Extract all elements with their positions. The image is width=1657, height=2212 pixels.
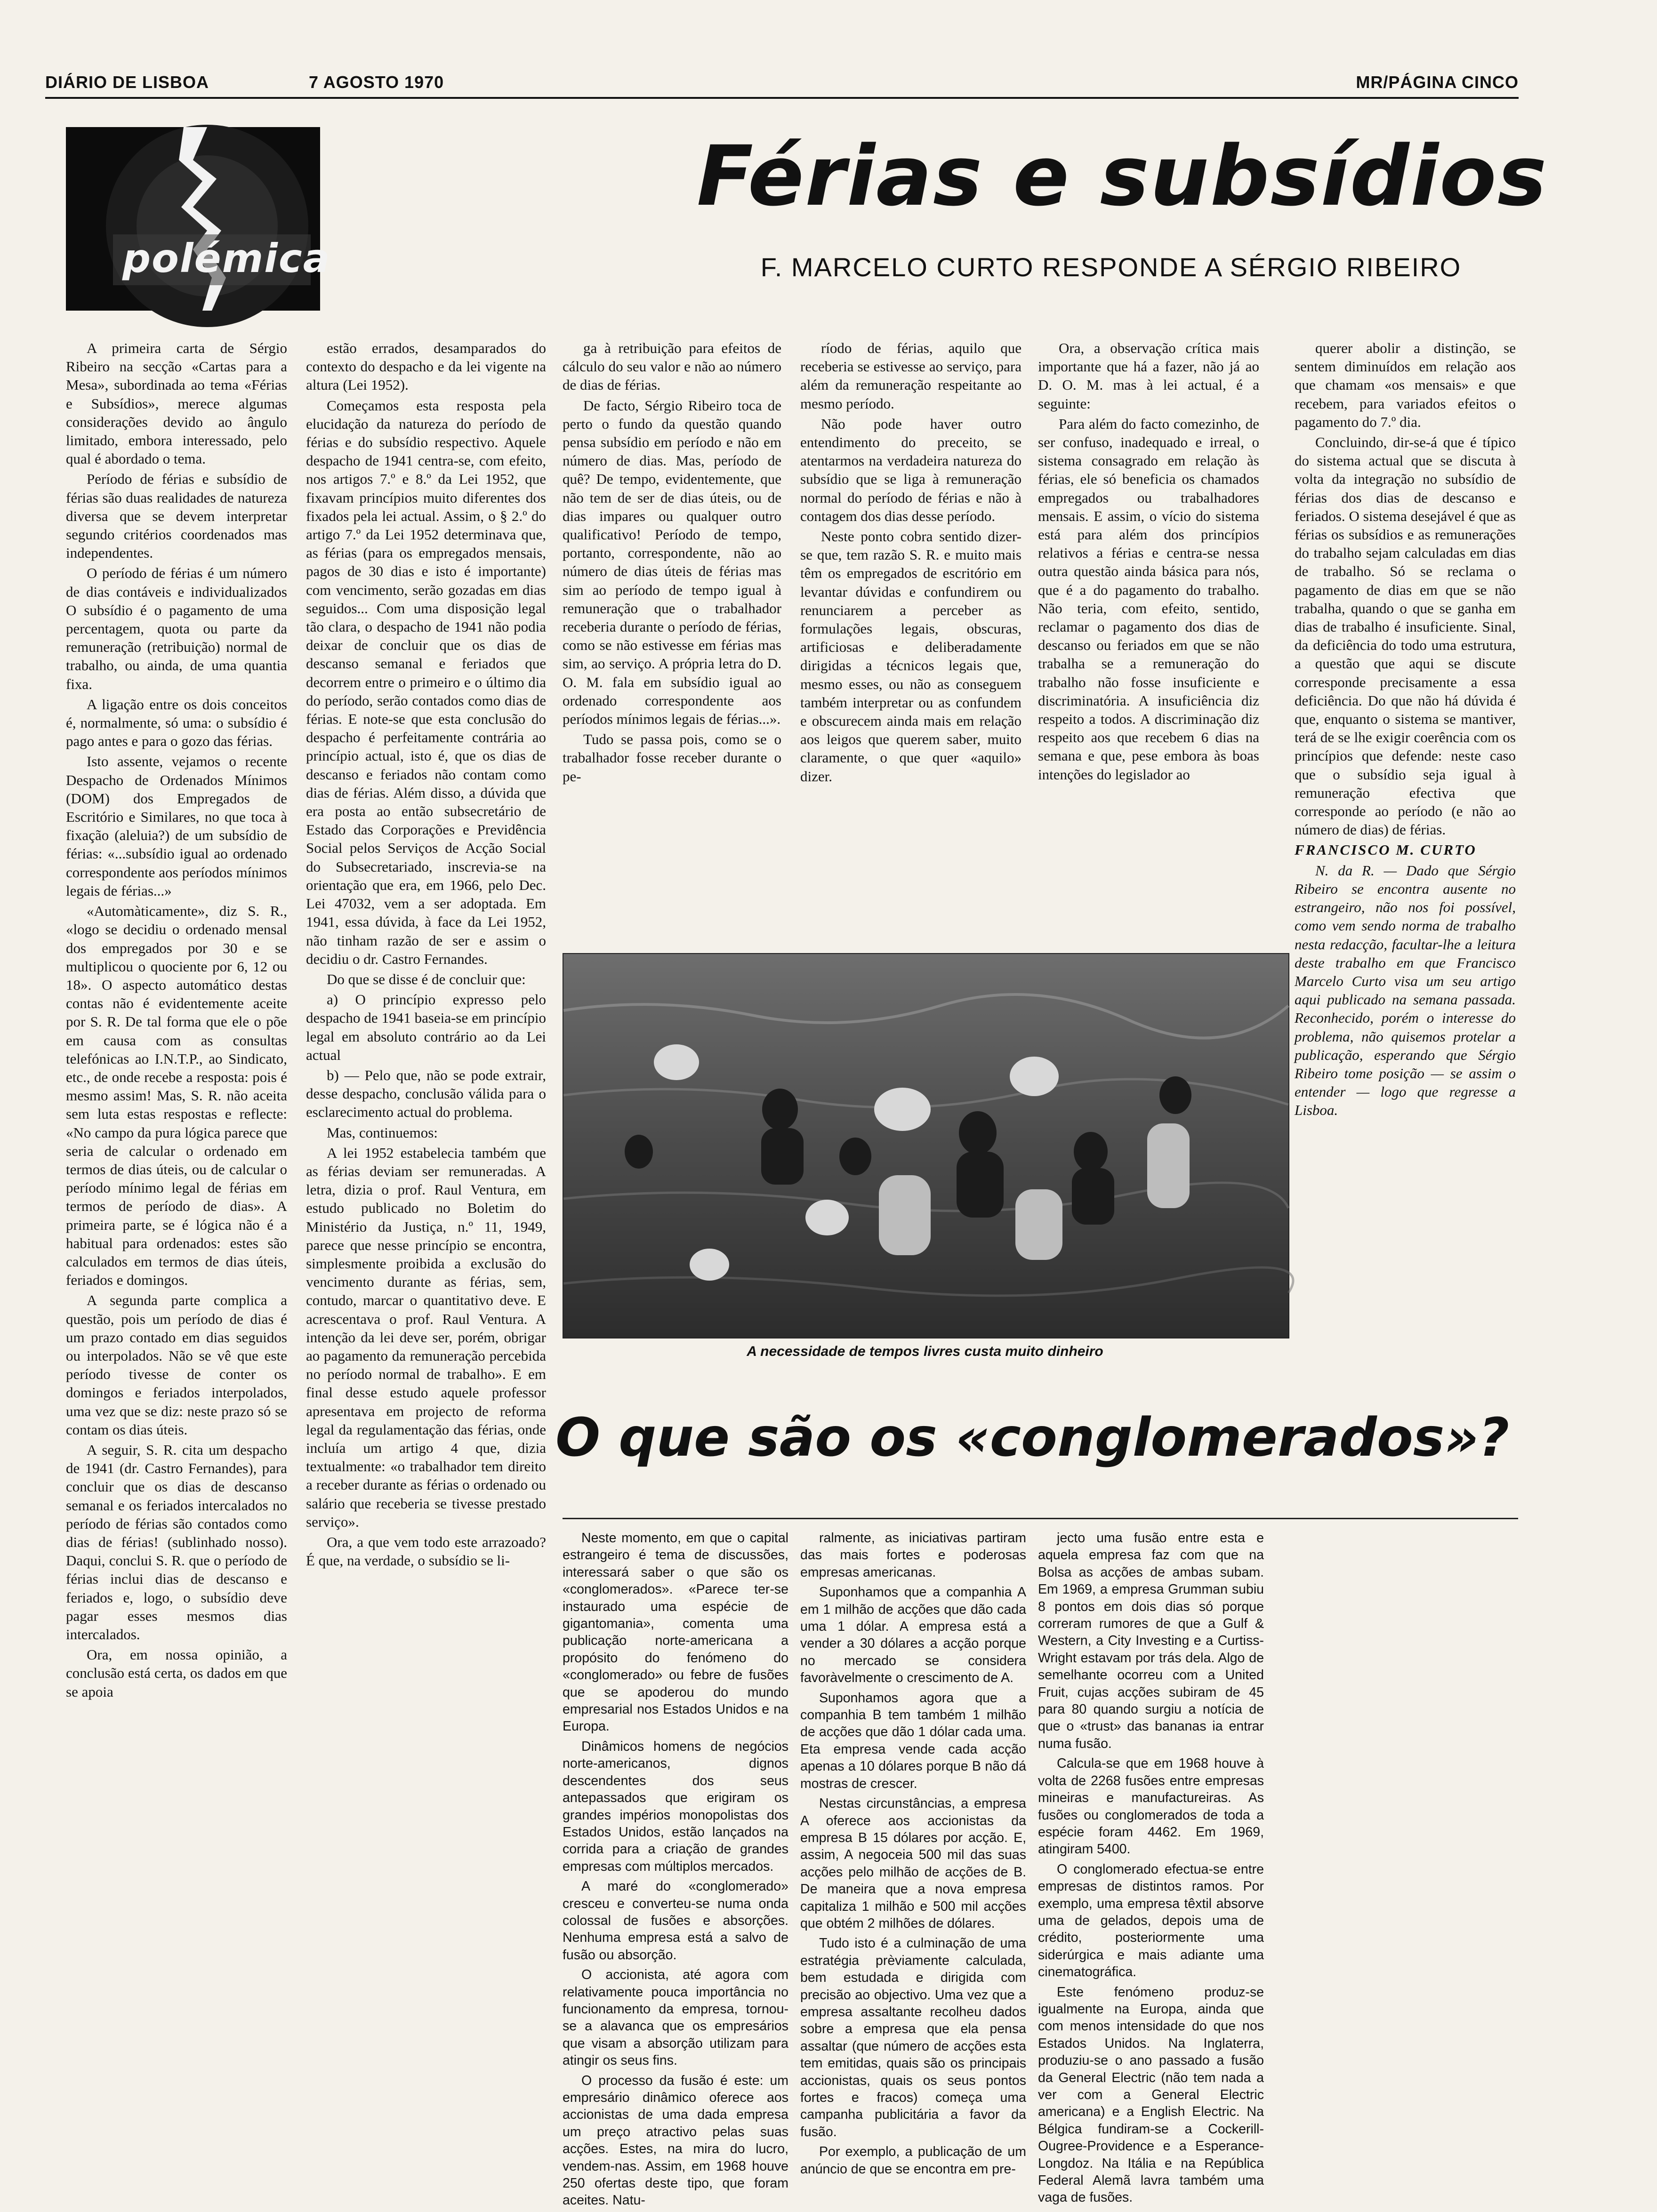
paragraph: O conglomerado efectua-se entre empresas de distintos ramos. Por exemplo, uma empresa têxtil absorve uma de gelados, depois uma de crédito, posteriormente uma siderúrgica e mais adiante uma cinematográfica. [1038,1861,1264,1980]
bathers-photo-graphic [563,954,1288,1338]
editor-note: N. da R. — Dado que Sérgio Ribeiro se encontra ausente no estrangeiro, não nos foi possível, como vem sendo norma de trabalho nesta redacção, facultar-lhe a leitura deste trabalho em que Francisco Marcelo Curto visa um seu artigo aqui publicado na semana passada. Reconhecido, porém o interesse do problema, não quisemos protelar a publicação, esperando que Sérgio Ribeiro tome posição — se assim o entender — logo que regresse a Lisboa. [1295,862,1516,1119]
article-column-2 [306,339,546,1569]
photo-caption: A necessidade de tempos livres custa muito dinheiro [747,1344,1103,1359]
paragraph: Suponhamos agora que a companhia B tem também 1 milhão de acções que dão 1 dólar cada uma. Eta empresa vende cada acção apenas a 10 dólares porque B não dá mostras de crescer. [800,1690,1026,1791]
paragraph: Suponhamos que a companhia A em 1 milhão de acções que dão cada uma 1 dólar. A empresa está a vender a 30 dólares a acção porque no mercado se considera favoràvelmente o crescimento de A. [800,1585,1026,1686]
paragraph: Isto assente, vejamos o recente Despacho de Ordenados Mínimos (DOM) dos Empregados de Escritório e Similares, no que toca à fixação (aleluia?) de um subsídio de férias: «...subsídio igual ao ordenado correspondente aos períodos mínimos legais de férias...» [66,753,287,899]
article-headline: Férias e subsídios [697,128,1548,224]
paragraph: Ora, a que vem todo este arrazoado? É que, na verdade, o subsídio se li- [306,1534,546,1569]
paragraph: A segunda parte complica a questão, pois um período de dias é um prazo contado em dias seguidos ou interpolados. Não se vê que este período tivesse de conter os domingos e feriados interpolados, uma vez que se diz: neste prazo só se contam os dias úteis. [66,1292,287,1438]
paragraph: jecto uma fusão entre esta e aquela empresa faz com que na Bolsa as acções de ambas subam. Em 1969, a empresa Grumman subiu 8 pontos em dois dias só porque correram rumores de que a Gulf & Western, a City Investing e a Curtiss-Wright estavam por trás dela. Algo de semelhante ocorreu com a United Fruit, cujas acções subiram de 45 para 80 quando surgiu a notícia de que o «trust» das bananas ia entrar numa fusão. [1038,1531,1264,1751]
article-column-3 [563,339,781,946]
paragraph: estão errados, desamparados do contexto do despacho e da lei vigente na altura (Lei 1952). [306,340,546,393]
paragraph: Não pode haver outro entendimento do preceito, se atentarmos na verdadeira natureza do subsídio que se liga à remuneração normal do período de férias e não à contagem dos dias desse período. [800,415,1022,524]
paragraph: Por exemplo, a publicação de um anúncio de que se encontra em pre- [800,2144,1026,2177]
paragraph: b) — Pelo que, não se pode extrair, desse despacho, conclusão válida para o esclarecimento actual do problema. [306,1066,546,1121]
author-signature: FRANCISCO M. CURTO [1295,842,1477,858]
paragraph: A maré do «conglomerado» cresceu e converteu-se numa onda colossal de fusões e absorções. Nenhuma empresa está a salvo de fusão ou absorção. [563,1879,788,1963]
paragraph: A ligação entre os dois conceitos é, normalmente, só uma: o subsídio é pago antes e para o gozo das férias. [66,696,287,750]
paragraph: Do que se disse é de concluir que: [327,970,526,987]
second-article-column-1 [563,1530,788,2208]
newspaper-name: DIÁRIO DE LISBOA [45,72,209,92]
paragraph: Tudo se passa pois, como se o trabalhador fosse receber durante o pe- [563,731,781,785]
masthead [45,71,1519,99]
paragraph: Para além do facto comezinho, de ser confuso, inadequado e irreal, o sistema consagrado em relação às férias, ele só beneficia os chamados empregados ou trabalhadores mensais. E assim, o vício do sistema está para além dos princípios relativos a férias e centra-se nessa outra questão ainda básica para nós, que é a do pagamento do trabalho. Não teria, com efeito, sentido, reclamar o pagamento dos dias de descanso ou feriados em que se não trabalha se a remuneração do trabalho não fosse insuficiente e discriminatória. A insuficiência diz respeito a todos. A discriminação diz respeito aos que recebem 6 dias na semana e que, pese embora às boas intenções do legislador ao [1038,415,1259,783]
second-article-column-2 [800,1530,1026,2184]
paragraph: Começamos esta resposta pela elucidação da natureza do período de férias e do subsídio respectivo. Aquele despacho de 1941 centra-se, com efeito, nos artigos 7.º e 8.º da Lei 1952, que fixavam princípios muito diferentes dos fixados pela lei actual. Assim, o § 2.º do artigo 7.º da Lei 1952 determinava que, as férias (para os empregados mensais, pagos de 30 dias e isto é importante) com vencimento, serão gozadas em dias seguidos... Com uma disposição legal tão clara, o despacho de 1941 não podia deixar de concluir que os dias de descanso semanal e feriados que decorrem entre o primeiro e o último dia do período, serão contados como dias de férias. E note-se que esta conclusão do despacho é perfeitamente contrária ao princípio actual, isto é, que os dias de descanso e feriados não contam como dias de férias. Além disso, a dúvida que era posta ao então subsecretário de Estado das Corporações e Previdência Social pelos Serviços de Acção Social do Subsecretariado, inscrevia-se na orientação que era, em 1966, pelo Dec. Lei 47032, vem a ser adoptada. Em 1941, essa dúvida, à face da Lei 1952, não tinham razão de ser e assim o decidiu o dr. Castro Fernandes. [306,397,546,967]
paragraph: Mas, continuemos: [327,1124,438,1141]
paragraph: Dinâmicos homens de negócios norte-americanos, dignos descendentes dos seus antepassados que erigiram os grandes impérios monopolistas dos Estados Unidos, estão lançados na corrida para a criação de grandes empresas com múltiplos mercados. [563,1739,788,1874]
paragraph: querer abolir a distinção, se sentem diminuídos em relação aos que chamam «os mensais» e que recebem, para variados efeitos o pagamento do 7.º dia. [1295,340,1516,430]
paragraph: Calcula-se que em 1968 houve à volta de 2268 fusões entre empresas mineiras e manufactureiras. As fusões ou conglomerados de toda a espécie foram 4462. Em 1969, atingiram 5400. [1038,1756,1264,1857]
article-column-5 [1038,339,1259,946]
issue-date: 7 AGOSTO 1970 [309,72,444,92]
paragraph: ríodo de férias, aquilo que receberia se estivesse ao serviço, para além da remuneração respeitante ao mesmo período. [800,340,1022,412]
page-number: MR/PÁGINA CINCO [1356,72,1519,92]
paragraph: De facto, Sérgio Ribeiro toca de perto o fundo da questão quando pensa subsídio em período e não em número de dias. Mas, período de quê? De tempo, evidentemente, que não tem de ser de dias úteis, ou de dias impares ou qualquer outro qualificativo! Período de tempo, portanto, correspondente, não ao número de dias úteis de férias mas sim ao período de tempo igual à remuneração que o trabalhador receberia durante o período de férias, como se não estivesse em férias mas sim, ao serviço. A própria letra do D. O. M. fala em subsídio igual ao ordenado correspondente aos períodos mínimos legais de férias...». [563,397,781,728]
paragraph: «Automàticamente», diz S. R., «logo se decidiu o ordenado mensal dos empregados por 30 e se multiplicou o quociente por 6, 12 ou 18». O aspecto automático destas contas não é evidentemente aceite por S. R. De tal forma que ele o põe em causa com as consultas telefónicas ao I.N.T.P., ao Sindicato, etc., de onde recebe a resposta: pois é mesmo assim! Mas, S. R. não aceita sem luta estas respostas e reflecte: «No campo da pura lógica parece que seria de calcular o ordenado em termos de dias úteis, ou de calcular o período mínimo legal de férias em termos de período de dias». A primeira parte, se é lógica não é a habitual para ordenados: estes são calculados em termos de dias úteis, feriados e domingos. [66,903,287,1289]
article-column-6 [1295,339,1516,1374]
paragraph: Período de férias e subsídio de férias são duas realidades de natureza diversa que se devem interpretar segundo critérios coordenados mas independentes. [66,471,287,561]
paragraph: Tudo isto é a culminação de uma estratégia prèviamente calculada, bem estudada e dirigida com precisão ao objectivo. Uma vez que a empresa assaltante recolheu dados sobre a empresa que ela pensa assaltar (que número de acções esta tem emitidas, quais são os principais accionistas, quais os seus pontos fortes e fracos) começa uma campanha publicitária a favor da fusão. [800,1936,1026,2140]
paragraph: Ora, em nossa opinião, a conclusão está certa, os dados em que se apoia [66,1646,287,1700]
paragraph: O período de férias é um número de dias contáveis e individualizados O subsídio é o pagamento de uma percentagem, quota ou parte da remuneração (retribuição) normal de trabalho, ou ainda, de uma quantia fixa. [66,565,287,692]
paragraph: Neste momento, em que o capital estrangeiro é tema de discussões, interessará saber o que são os «conglomerados». «Parece ter-se instaurado uma espécie de gigantomania», comenta uma publicação norte-americana a propósito do fenómeno do «conglomerado» ou febre de fusões que se apoderou do mundo empresarial nos Estados Unidos e na Europa. [563,1531,788,1734]
paragraph: A seguir, S. R. cita um despacho de 1941 (dr. Castro Fernandes), para concluir que os dias de descanso semanal e os feriados intercalados no período de férias são contados como dias de férias! (sublinhado nosso). Daqui, conclui S. R. que o período de férias inclui dias de descanso e feriados e, logo, o subsídio deve pagar esses mesmos dias intercalados. [66,1441,287,1643]
paragraph: O processo da fusão é este: um empresário dinâmico oferece aos accionistas de uma dada empresa um preço atractivo pelas suas acções. Estes, na mira do lucro, vendem-nas. Assim, em 1968 houve 250 ofertas deste tipo, que foram aceites. Natu- [563,2073,788,2208]
second-article-headline: O que são os «conglomerados»? [555,1407,1510,1468]
paragraph: A lei 1952 estabelecia também que as férias deviam ser remuneradas. A letra, dizia o prof. Raul Ventura, em estudo publicado no Boletim do Ministério da Justiça, n.º 11, 1949, parece que nesse princípio se encontra, simplesmente proibida a exclusão do vencimento durante as férias, sem, contudo, marcar o quantitativo deve. E acrescentava o prof. Raul Ventura. A intenção da lei deve ser, porém, obrigar ao pagamento da remuneração percebida no período normal de trabalho». E em final desse estudo aquele professor apresentava em projecto de reforma legal da regulamentação das férias, onde incluía um artigo 4 que, dizia textualmente: «o trabalhador tem direito a receber durante as férias o ordenado ou salário que receberia se tivesse prestado serviço». [306,1144,546,1530]
section-logo [66,127,331,311]
paragraph: ga à retribuição para efeitos de cálculo do seu valor e não ao número de dias de férias. [563,340,781,393]
article-byline: F. MARCELO CURTO RESPONDE A SÉRGIO RIBEIRO [760,252,1462,282]
section-logo-graphic [66,127,320,311]
paragraph: Ora, a observação crítica mais importante que há a fazer, não já ao D. O. M. mas à lei actual, é a seguinte: [1038,340,1259,412]
second-article-column-3 [1038,1530,1264,2205]
paragraph: A primeira carta de Sérgio Ribeiro na secção «Cartas para a Mesa», subordinada ao tema «Férias e Subsídios», merece algumas considerações devido ao ângulo limitado, embora interessado, pelo qual é abordado o tema. [66,340,287,467]
paragraph: a) O princípio expresso pelo despacho de 1941 baseia-se em princípio legal em absoluto contrário ao da Lei actual [306,991,546,1063]
paragraph: O accionista, até agora com relativamente pouca importância no funcionamento da empresa, tornou-se a alavanca que os empresários que visam a absorção utilizam para atingir os seus fins. [563,1967,788,2068]
paragraph: ralmente, as iniciativas partiram das mais fortes e poderosas empresas americanas. [800,1531,1026,1580]
divider [563,1518,1518,1519]
paragraph: Neste ponto cobra sentido dizer-se que, tem razão S. R. e muito mais têm os empregados de escritório em levantar dúvidas e confundirem ou renunciarem a perceber as formulações legais, obscuras, artificiosas e deliberadamente dirigidas a técnicos legais que, mesmo esses, ou não as conseguem também interpretar ou as confundem e obscurecem ainda mais em relação aos leigos que querem saber, muito claramente, o que quer «aquilo» dizer. [800,528,1022,785]
paragraph: Nestas circunstâncias, a empresa A oferece aos accionistas da empresa B 15 dólares por acção. E, assim, A negoceia 500 mil das suas acções pelo milhão de acções de B. De maneira que a nova empresa capitaliza 1 milhão e 500 mil acções que obtém 2 milhões de dólares. [800,1796,1026,1931]
section-logo-label: polémica [122,235,331,281]
paragraph: Este fenómeno produz-se igualmente na Europa, ainda que com menos intensidade do que nos Estados Unidos. Na Inglaterra, produziu-se o ano passado a fusão da General Electric (não tem nada a ver com a General Electric americana) e a English Electric. Na Bélgica fundiram-se a Cockerill-Ougree-Providence e a Esperance-Longdoz. Na Itália e na República Federal Alemã lavra também uma vaga de fusões. [1038,1984,1264,2205]
article-column-4 [800,339,1022,946]
paragraph: Concluindo, dir-se-á que é típico do sistema actual que se discuta à volta da integração no subsídio de férias dos dias de descanso e feriados. O sistema desejável é que as férias os subsídios e as remunerações do trabalho sejam calculadas em dias de trabalho. Só se reclama o pagamento de dias em que se não trabalha, quando o que se ganha em dias de trabalho é insuficiente. Sinal, da deficiência do todo uma estrutura, a questão que aqui se discute corresponde precisamente a essa deficiência. Do que não há dúvida é que, enquanto o sistema se mantiver, terá de se lhe exigir coerência com os princípios que defende: neste caso que o subsídio seja igual à remuneração efectiva que corresponde ao período (e não ao número de dias) de férias. [1295,434,1516,838]
article-column-1 [66,339,287,2165]
news-photo [563,953,1289,1338]
